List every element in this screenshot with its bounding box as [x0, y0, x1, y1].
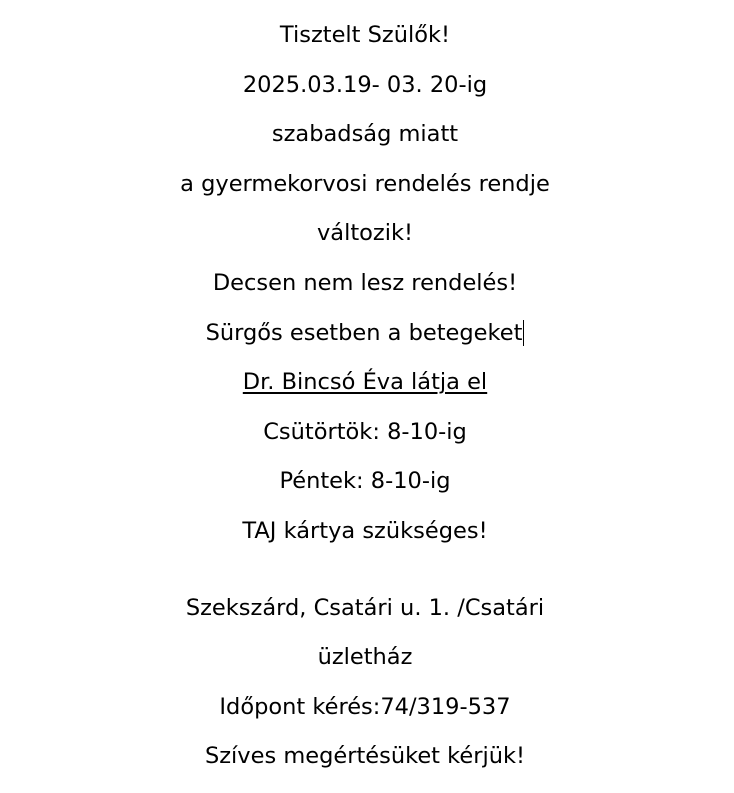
urgent-line: [0, 309, 730, 359]
thanks-line: Szíves megértésüket kérjük!: [204, 743, 526, 770]
doctor-line: [0, 358, 730, 408]
address-line-2: üzletház: [317, 644, 413, 671]
appointment-line: Időpont kérés:74/319-537: [219, 693, 511, 720]
address-line-1: Szekszárd, Csatári u. 1. /Csatári: [185, 594, 545, 621]
greeting-line: Tisztelt Szülők!: [279, 22, 451, 48]
friday-line: Péntek: 8-10-ig: [279, 468, 451, 495]
thursday-line: Csütörtök: 8-10-ig: [263, 418, 467, 445]
dates-line: 2025.03.19- 03. 20-ig: [242, 71, 488, 98]
no-service-line: Decsen nem lesz rendelés!: [212, 269, 518, 296]
urgent-text: Sürgős esetben a betegeket: [205, 319, 523, 346]
reason-line: szabadság miatt: [271, 121, 459, 148]
taj-card-line: TAJ kártya szükséges!: [242, 517, 488, 544]
subject-line: a gyermekorvosi rendelés rendje: [180, 170, 550, 197]
text-cursor: [523, 320, 524, 346]
change-line: változik!: [316, 220, 414, 247]
paragraph-spacer: [0, 557, 730, 584]
doctor-text: Dr. Bincsó Éva látja el: [242, 369, 488, 396]
notice-text[interactable]: [0, 11, 730, 782]
